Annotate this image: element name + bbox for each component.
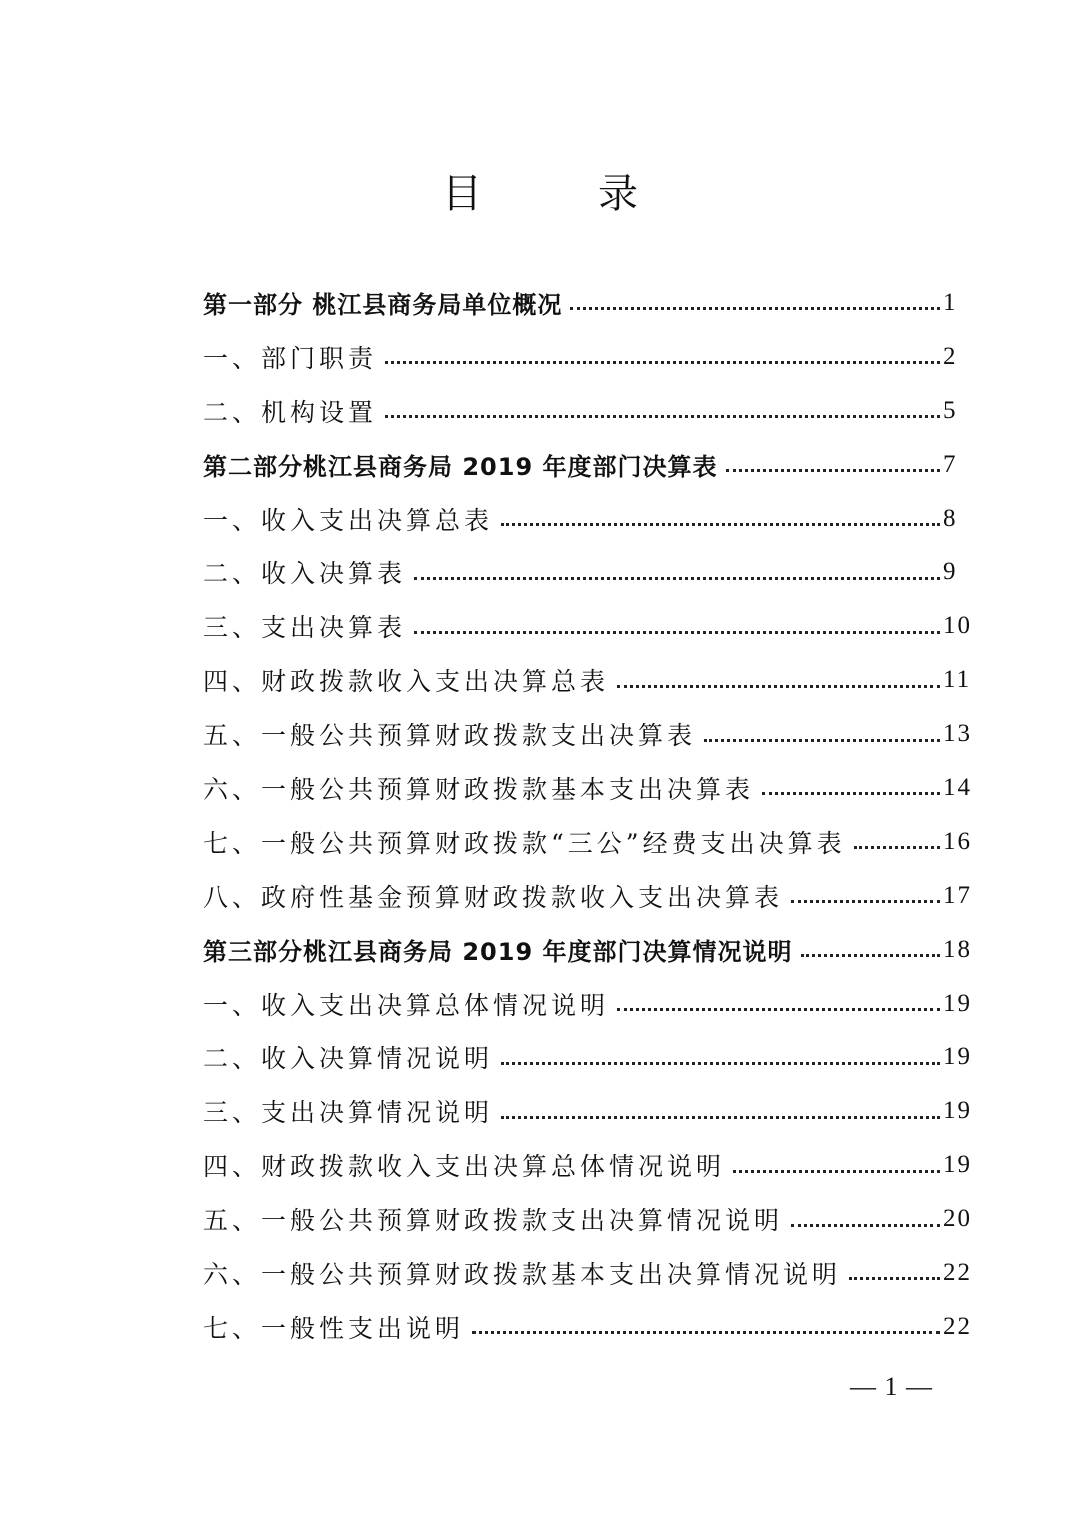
toc-entry[interactable]	[203, 1300, 973, 1354]
dot-leader	[617, 1008, 940, 1011]
toc-entry-label: 五、一般公共预算财政拨款支出决算情况说明	[203, 1206, 784, 1236]
toc-entry[interactable]	[203, 330, 973, 384]
toc-entry-label: 四、财政拨款收入支出决算总体情况说明	[203, 1152, 726, 1182]
dot-leader	[617, 685, 940, 688]
dot-leader	[472, 1331, 940, 1334]
toc-entry[interactable]	[203, 761, 973, 815]
toc-entry-label: 六、一般公共预算财政拨款基本支出决算表	[203, 774, 755, 804]
dot-leader	[501, 1062, 940, 1065]
toc-entry-label: 三、支出决算情况说明	[203, 1098, 494, 1128]
toc-entry-page-number: 7	[943, 450, 958, 478]
toc-entry-page-number: 19	[943, 1043, 972, 1071]
toc-entry[interactable]	[203, 1030, 973, 1084]
toc-entry-page-number: 19	[943, 989, 972, 1017]
toc-entry-page-number: 13	[943, 720, 972, 748]
dot-leader	[801, 954, 940, 957]
dot-leader	[791, 1224, 940, 1227]
dot-leader	[791, 900, 940, 903]
toc-entry-label: 三、支出决算表	[203, 613, 407, 643]
toc-entry-page-number: 10	[943, 612, 972, 640]
dot-leader	[849, 1277, 940, 1280]
toc-part-entry[interactable]	[203, 276, 973, 330]
dot-leader	[385, 415, 940, 418]
toc-entry-page-number: 22	[943, 1258, 972, 1286]
toc-entry-label: 一、收入支出决算总体情况说明	[203, 990, 610, 1020]
toc-entry-label: 七、一般性支出说明	[203, 1313, 465, 1343]
toc-entry-page-number: 18	[943, 935, 972, 963]
toc-entry[interactable]	[203, 599, 973, 653]
toc-entry[interactable]	[203, 1246, 973, 1300]
toc-entry-label: 四、财政拨款收入支出决算总表	[203, 667, 610, 697]
toc-entry[interactable]	[203, 1084, 973, 1138]
toc-entry-label: 第三部分桃江县商务局 2019 年度部门决算情况说明	[203, 938, 793, 967]
toc-entry-label: 第一部分 桃江县商务局单位概况	[203, 291, 563, 320]
toc-entry-page-number: 19	[943, 1097, 972, 1125]
toc-entry[interactable]	[203, 545, 973, 599]
toc-entry-label: 一、部门职责	[203, 343, 378, 373]
toc-entry-label: 六、一般公共预算财政拨款基本支出决算情况说明	[203, 1259, 842, 1289]
dot-leader	[704, 739, 940, 742]
toc-entry-label: 二、机构设置	[203, 397, 378, 427]
toc-part-entry[interactable]	[203, 923, 973, 977]
toc-entry-label: 五、一般公共预算财政拨款支出决算表	[203, 721, 697, 751]
toc-entry-page-number: 2	[943, 342, 958, 370]
toc-entry-page-number: 9	[943, 558, 958, 586]
dot-leader	[570, 307, 940, 310]
dot-leader	[414, 577, 940, 580]
toc-entry[interactable]	[203, 1138, 973, 1192]
toc-part-entry[interactable]	[203, 438, 973, 492]
toc-entry[interactable]	[203, 977, 973, 1031]
toc-entry[interactable]	[203, 653, 973, 707]
toc-entry[interactable]	[203, 384, 973, 438]
toc-entry-page-number: 22	[943, 1312, 972, 1340]
dot-leader	[501, 523, 940, 526]
toc-entry[interactable]	[203, 707, 973, 761]
dot-leader	[762, 792, 940, 795]
toc-entry-label: 一、收入支出决算总表	[203, 505, 494, 535]
toc-entry-page-number: 14	[943, 773, 972, 801]
dot-leader	[726, 469, 940, 472]
dot-leader	[733, 1170, 940, 1173]
page-number-footer: — 1 —	[850, 1372, 933, 1401]
toc-entry-label: 二、收入决算情况说明	[203, 1044, 494, 1074]
dot-leader	[414, 631, 940, 634]
toc-entry-page-number: 1	[943, 288, 958, 316]
table-of-contents	[203, 276, 973, 1354]
toc-entry-page-number: 17	[943, 881, 972, 909]
toc-entry-page-number: 5	[943, 396, 958, 424]
dot-leader	[501, 1116, 940, 1119]
page-title: 目 录	[442, 171, 676, 217]
toc-entry-label: 第二部分桃江县商务局 2019 年度部门决算表	[203, 453, 718, 482]
toc-entry-page-number: 16	[943, 827, 972, 855]
toc-entry[interactable]	[203, 1192, 973, 1246]
toc-entry-page-number: 8	[943, 504, 958, 532]
toc-entry-label: 七、一般公共预算财政拨款“三公”经费支出决算表	[203, 828, 846, 858]
dot-leader	[385, 361, 940, 364]
toc-entry-label: 二、收入决算表	[203, 559, 407, 589]
toc-entry[interactable]	[203, 492, 973, 546]
toc-entry-page-number: 19	[943, 1151, 972, 1179]
toc-entry-page-number: 20	[943, 1205, 972, 1233]
toc-entry[interactable]	[203, 869, 973, 923]
dot-leader	[854, 846, 940, 849]
toc-entry-page-number: 11	[943, 666, 972, 694]
toc-entry[interactable]	[203, 815, 973, 869]
toc-entry-label: 八、政府性基金预算财政拨款收入支出决算表	[203, 882, 784, 912]
